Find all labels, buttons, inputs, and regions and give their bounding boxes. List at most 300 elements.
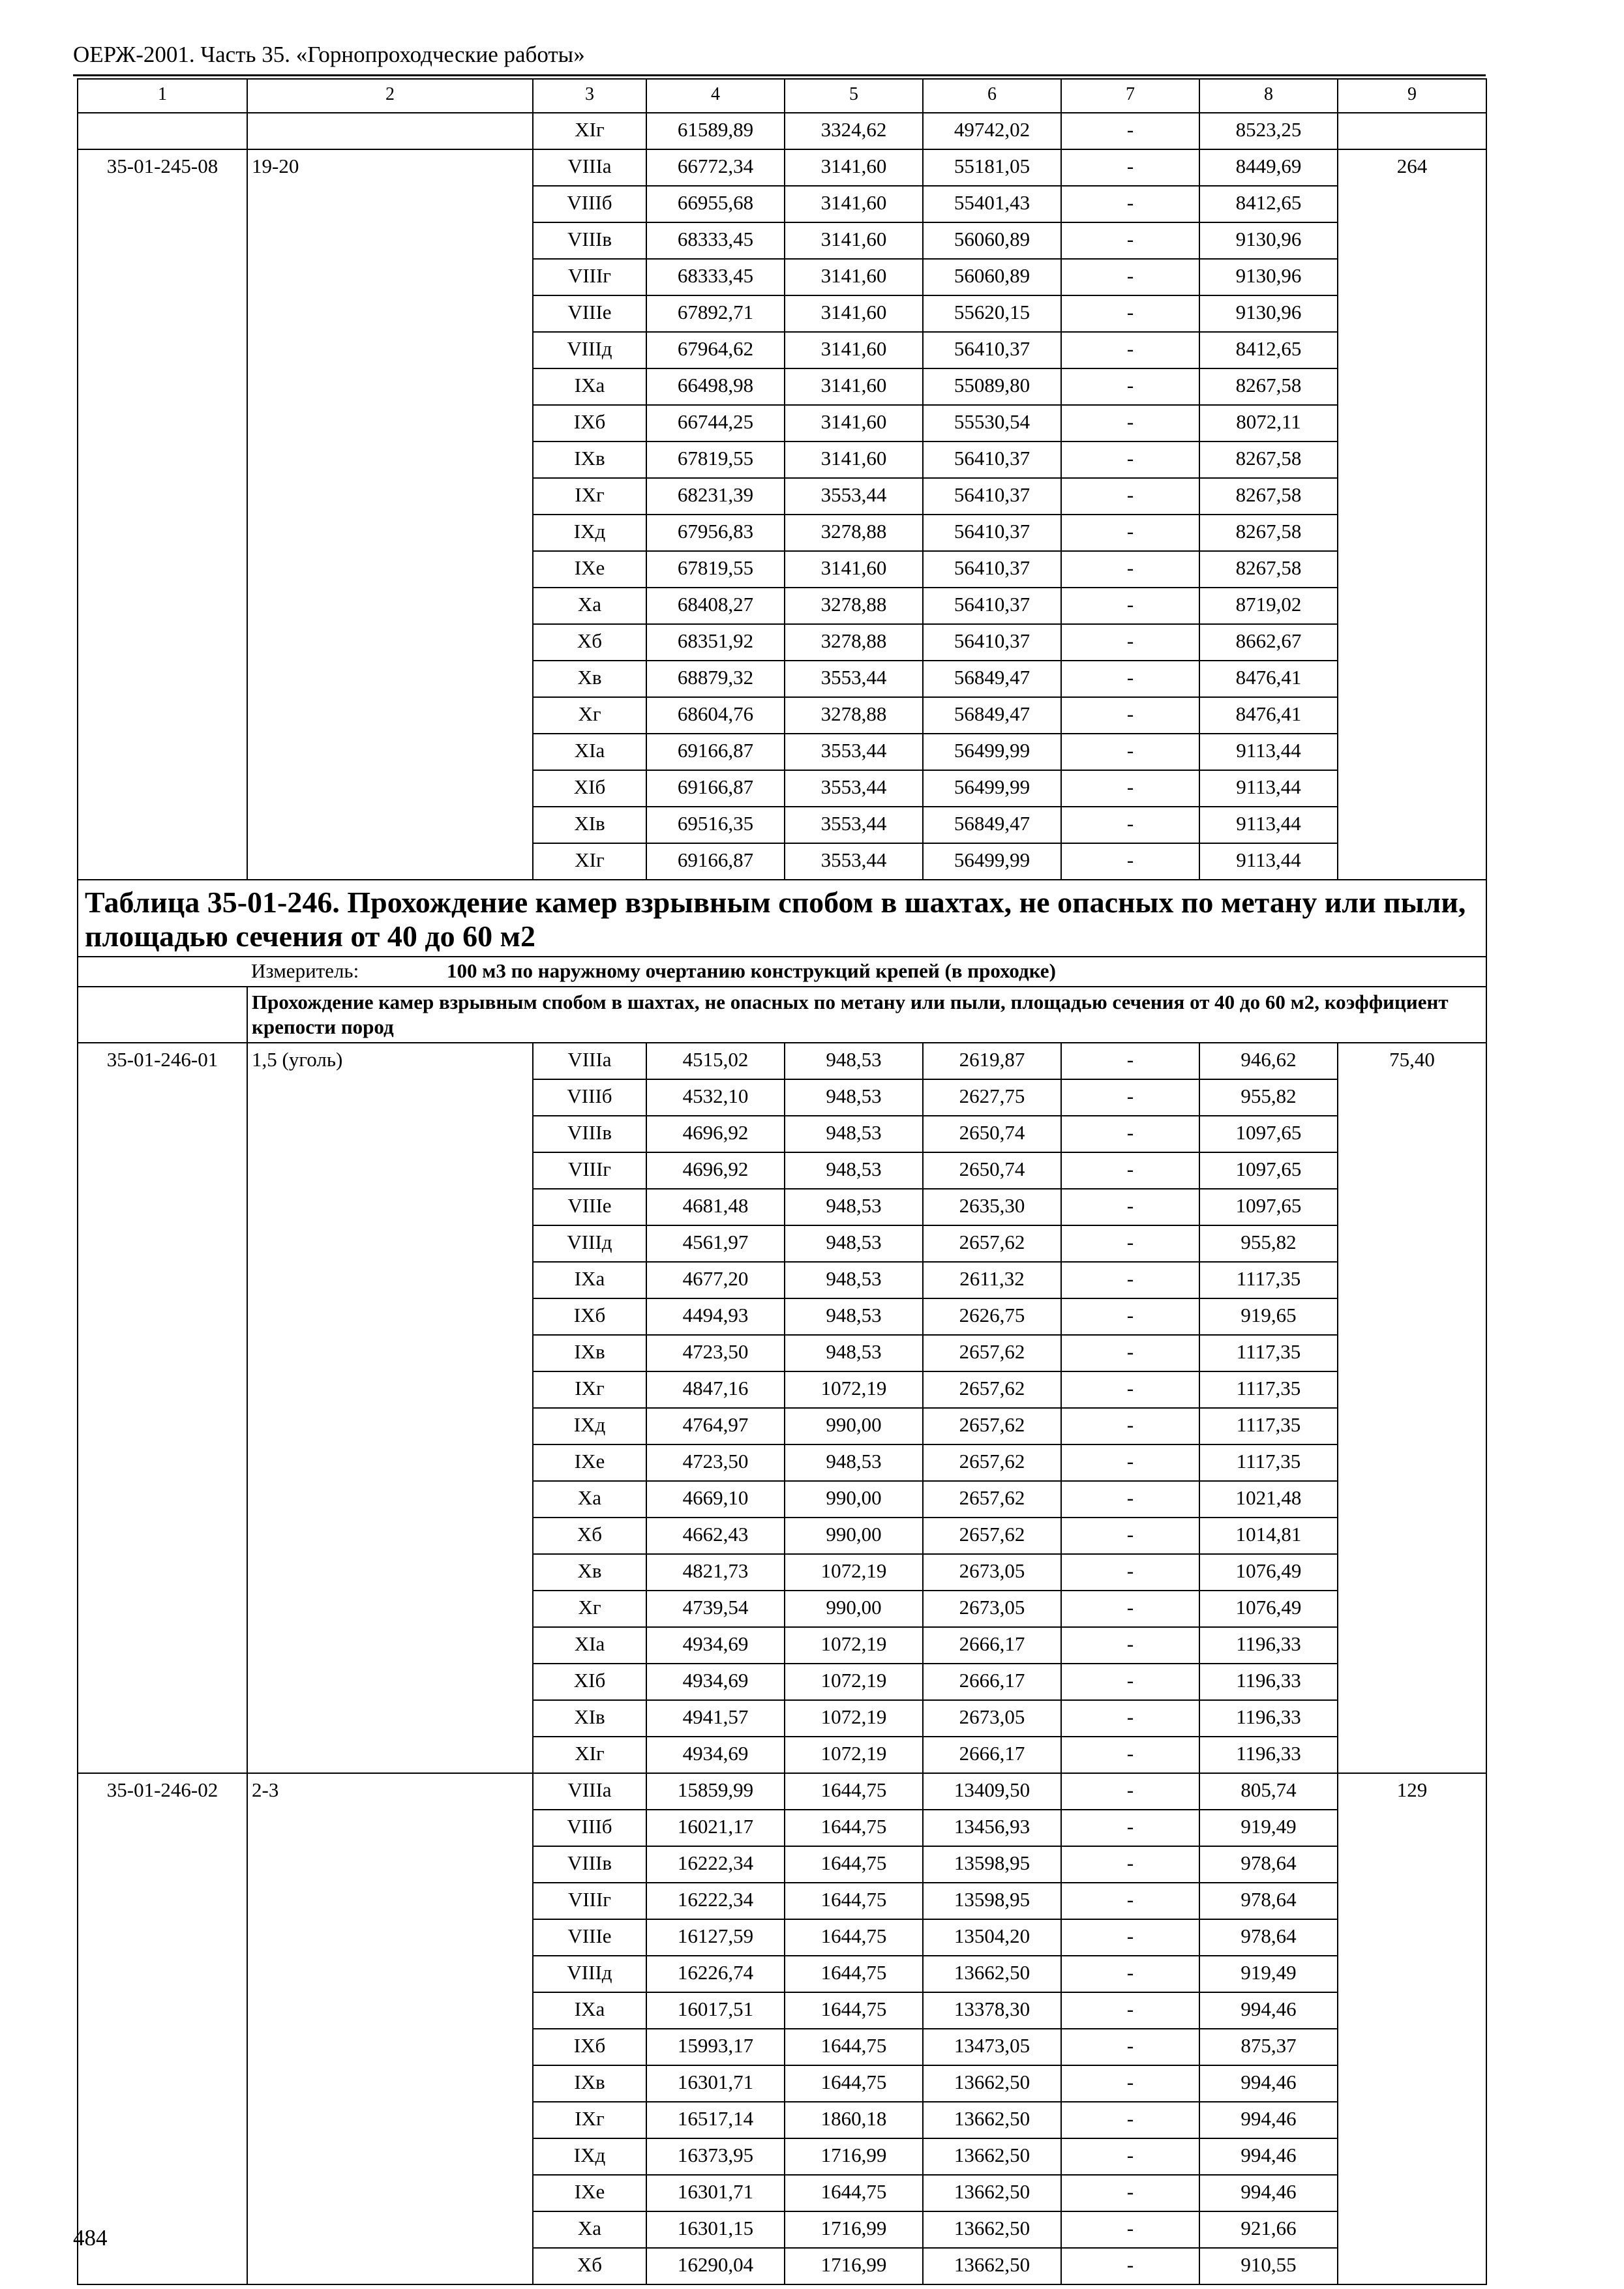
materials-cost: 1097,65 xyxy=(1199,1152,1338,1189)
labor-cost: 3278,88 xyxy=(785,515,923,551)
driver-pay: - xyxy=(1061,1773,1199,1810)
machine-cost: 2650,74 xyxy=(923,1116,1061,1152)
driver-pay: - xyxy=(1061,661,1199,697)
labor-cost: 1644,75 xyxy=(785,1810,923,1846)
driver-pay: - xyxy=(1061,1810,1199,1846)
driver-pay: - xyxy=(1061,697,1199,734)
machine-cost: 13662,50 xyxy=(923,2248,1061,2284)
labor-cost: 3553,44 xyxy=(785,770,923,807)
category: XIб xyxy=(533,770,646,807)
driver-pay: - xyxy=(1061,405,1199,441)
machine-cost: 56499,99 xyxy=(923,734,1061,770)
category: XIг xyxy=(533,113,646,149)
total-cost: 67964,62 xyxy=(646,332,785,368)
labor-hours: 129 xyxy=(1338,1773,1486,2284)
labor-hours: 75,40 xyxy=(1338,1043,1486,1773)
total-cost: 67819,55 xyxy=(646,551,785,588)
machine-cost: 56410,37 xyxy=(923,624,1061,661)
labor-cost: 1716,99 xyxy=(785,2248,923,2284)
total-cost: 67819,55 xyxy=(646,441,785,478)
column-number: 5 xyxy=(785,79,923,113)
category: IXд xyxy=(533,1408,646,1444)
category: VIIIа xyxy=(533,149,646,186)
materials-cost: 8267,58 xyxy=(1199,515,1338,551)
driver-pay: - xyxy=(1061,588,1199,624)
category: Xг xyxy=(533,697,646,734)
category: XIв xyxy=(533,1700,646,1737)
materials-cost: 8523,25 xyxy=(1199,113,1338,149)
driver-pay: - xyxy=(1061,368,1199,405)
labor-cost: 3141,60 xyxy=(785,405,923,441)
total-cost: 68333,45 xyxy=(646,222,785,259)
labor-cost: 3141,60 xyxy=(785,186,923,222)
labor-cost: 1860,18 xyxy=(785,2102,923,2138)
total-cost: 16226,74 xyxy=(646,1956,785,1992)
labor-cost: 3141,60 xyxy=(785,368,923,405)
total-cost: 69166,87 xyxy=(646,770,785,807)
labor-cost: 3141,60 xyxy=(785,332,923,368)
machine-cost: 2657,62 xyxy=(923,1481,1061,1518)
materials-cost: 978,64 xyxy=(1199,1919,1338,1956)
driver-pay: - xyxy=(1061,1079,1199,1116)
labor-cost: 1072,19 xyxy=(785,1371,923,1408)
machine-cost: 2673,05 xyxy=(923,1554,1061,1591)
total-cost: 16373,95 xyxy=(646,2138,785,2175)
category: Xа xyxy=(533,1481,646,1518)
total-cost: 4696,92 xyxy=(646,1152,785,1189)
labor-cost: 1644,75 xyxy=(785,1992,923,2029)
machine-cost: 2666,17 xyxy=(923,1627,1061,1664)
total-cost: 4821,73 xyxy=(646,1554,785,1591)
driver-pay: - xyxy=(1061,1992,1199,2029)
driver-pay: - xyxy=(1061,1956,1199,1992)
machine-cost: 56410,37 xyxy=(923,515,1061,551)
category: Xа xyxy=(533,2211,646,2248)
total-cost: 69166,87 xyxy=(646,734,785,770)
column-number: 9 xyxy=(1338,79,1486,113)
labor-cost: 3553,44 xyxy=(785,661,923,697)
driver-pay: - xyxy=(1061,1408,1199,1444)
materials-cost: 1196,33 xyxy=(1199,1700,1338,1737)
materials-cost: 8267,58 xyxy=(1199,551,1338,588)
labor-cost: 3278,88 xyxy=(785,588,923,624)
driver-pay: - xyxy=(1061,2138,1199,2175)
rock-coefficient: 2-3 xyxy=(247,1773,533,2284)
total-cost: 4934,69 xyxy=(646,1664,785,1700)
materials-cost: 8267,58 xyxy=(1199,368,1338,405)
driver-pay: - xyxy=(1061,149,1199,186)
labor-cost: 990,00 xyxy=(785,1518,923,1554)
table-row xyxy=(78,149,1486,186)
category: IXа xyxy=(533,368,646,405)
driver-pay: - xyxy=(1061,1700,1199,1737)
total-cost: 16222,34 xyxy=(646,1883,785,1919)
materials-cost: 1196,33 xyxy=(1199,1664,1338,1700)
labor-cost: 948,53 xyxy=(785,1335,923,1371)
labor-cost: 1072,19 xyxy=(785,1627,923,1664)
materials-cost: 910,55 xyxy=(1199,2248,1338,2284)
materials-cost: 1076,49 xyxy=(1199,1591,1338,1627)
category: IXг xyxy=(533,2102,646,2138)
labor-cost: 1716,99 xyxy=(785,2138,923,2175)
labor-cost: 948,53 xyxy=(785,1298,923,1335)
materials-cost: 9130,96 xyxy=(1199,259,1338,295)
driver-pay: - xyxy=(1061,1627,1199,1664)
category: XIг xyxy=(533,843,646,880)
labor-cost: 1072,19 xyxy=(785,1700,923,1737)
labor-cost: 990,00 xyxy=(785,1591,923,1627)
machine-cost: 2657,62 xyxy=(923,1518,1061,1554)
materials-cost: 1021,48 xyxy=(1199,1481,1338,1518)
machine-cost: 56849,47 xyxy=(923,807,1061,843)
total-cost: 67956,83 xyxy=(646,515,785,551)
total-cost: 4934,69 xyxy=(646,1737,785,1773)
total-cost: 69516,35 xyxy=(646,807,785,843)
materials-cost: 955,82 xyxy=(1199,1079,1338,1116)
driver-pay: - xyxy=(1061,478,1199,515)
materials-cost: 1076,49 xyxy=(1199,1554,1338,1591)
driver-pay: - xyxy=(1061,2248,1199,2284)
column-number: 8 xyxy=(1199,79,1338,113)
rock-coefficient: 1,5 (уголь) xyxy=(247,1043,533,1773)
subtitle-row xyxy=(78,987,1486,1043)
driver-pay: - xyxy=(1061,1846,1199,1883)
labor-cost: 1644,75 xyxy=(785,1846,923,1883)
materials-cost: 9113,44 xyxy=(1199,770,1338,807)
total-cost: 4847,16 xyxy=(646,1371,785,1408)
driver-pay: - xyxy=(1061,1554,1199,1591)
driver-pay: - xyxy=(1061,2211,1199,2248)
driver-pay: - xyxy=(1061,441,1199,478)
category: XIв xyxy=(533,807,646,843)
materials-cost: 8476,41 xyxy=(1199,697,1338,734)
driver-pay: - xyxy=(1061,1444,1199,1481)
driver-pay: - xyxy=(1061,1152,1199,1189)
machine-cost: 13662,50 xyxy=(923,2138,1061,2175)
table-row xyxy=(78,113,1486,149)
category: IXв xyxy=(533,2065,646,2102)
labor-cost: 3141,60 xyxy=(785,551,923,588)
total-cost: 16222,34 xyxy=(646,1846,785,1883)
category: VIIIа xyxy=(533,1773,646,1810)
machine-cost: 56060,89 xyxy=(923,222,1061,259)
materials-cost: 805,74 xyxy=(1199,1773,1338,1810)
labor-cost: 1644,75 xyxy=(785,1883,923,1919)
machine-cost: 2657,62 xyxy=(923,1408,1061,1444)
materials-cost: 1014,81 xyxy=(1199,1518,1338,1554)
column-number: 4 xyxy=(646,79,785,113)
labor-cost: 3141,60 xyxy=(785,259,923,295)
column-number: 6 xyxy=(923,79,1061,113)
materials-cost: 8476,41 xyxy=(1199,661,1338,697)
materials-cost: 1196,33 xyxy=(1199,1627,1338,1664)
materials-cost: 994,46 xyxy=(1199,2065,1338,2102)
rock-coefficient xyxy=(247,113,533,149)
labor-cost: 1644,75 xyxy=(785,1956,923,1992)
section-subtitle: Прохождение камер взрывным спобом в шахтах, не опасных по метану или пыли, площадью сечения от 40 до 60 м2, коэффициент крепости пород xyxy=(247,987,1486,1043)
materials-cost: 994,46 xyxy=(1199,2175,1338,2211)
category: VIIIд xyxy=(533,332,646,368)
page-number: 484 xyxy=(73,2225,108,2251)
machine-cost: 56410,37 xyxy=(923,441,1061,478)
category: Xв xyxy=(533,661,646,697)
meter-label: Измеритель: xyxy=(251,959,359,982)
category: IXв xyxy=(533,441,646,478)
machine-cost: 13409,50 xyxy=(923,1773,1061,1810)
materials-cost: 1117,35 xyxy=(1199,1262,1338,1298)
materials-cost: 9130,96 xyxy=(1199,222,1338,259)
total-cost: 68408,27 xyxy=(646,588,785,624)
total-cost: 15993,17 xyxy=(646,2029,785,2065)
driver-pay: - xyxy=(1061,1116,1199,1152)
machine-cost: 13662,50 xyxy=(923,2175,1061,2211)
labor-cost: 1644,75 xyxy=(785,2065,923,2102)
category: IXе xyxy=(533,1444,646,1481)
total-cost: 4934,69 xyxy=(646,1627,785,1664)
labor-cost: 990,00 xyxy=(785,1408,923,1444)
materials-cost: 8719,02 xyxy=(1199,588,1338,624)
driver-pay: - xyxy=(1061,624,1199,661)
driver-pay: - xyxy=(1061,1335,1199,1371)
machine-cost: 13662,50 xyxy=(923,1956,1061,1992)
driver-pay: - xyxy=(1061,1737,1199,1773)
labor-cost: 3141,60 xyxy=(785,441,923,478)
driver-pay: - xyxy=(1061,843,1199,880)
materials-cost: 1117,35 xyxy=(1199,1335,1338,1371)
labor-cost: 1072,19 xyxy=(785,1554,923,1591)
materials-cost: 1117,35 xyxy=(1199,1444,1338,1481)
total-cost: 68604,76 xyxy=(646,697,785,734)
labor-cost: 3278,88 xyxy=(785,697,923,734)
category: IXе xyxy=(533,2175,646,2211)
machine-cost: 56410,37 xyxy=(923,478,1061,515)
machine-cost: 2666,17 xyxy=(923,1664,1061,1700)
category: IXб xyxy=(533,2029,646,2065)
meter-row xyxy=(78,957,1486,987)
category: IXд xyxy=(533,515,646,551)
labor-cost: 1072,19 xyxy=(785,1664,923,1700)
materials-cost: 946,62 xyxy=(1199,1043,1338,1079)
labor-cost: 1644,75 xyxy=(785,1919,923,1956)
rate-code xyxy=(78,113,247,149)
materials-cost: 9113,44 xyxy=(1199,734,1338,770)
machine-cost: 2657,62 xyxy=(923,1225,1061,1262)
driver-pay: - xyxy=(1061,2065,1199,2102)
total-cost: 66772,34 xyxy=(646,149,785,186)
category: IXг xyxy=(533,1371,646,1408)
labor-cost: 948,53 xyxy=(785,1043,923,1079)
category: IXг xyxy=(533,478,646,515)
category: IXа xyxy=(533,1992,646,2029)
labor-cost: 3553,44 xyxy=(785,807,923,843)
driver-pay: - xyxy=(1061,2102,1199,2138)
labor-cost: 3141,60 xyxy=(785,149,923,186)
rate-code: 35-01-246-01 xyxy=(78,1043,247,1773)
machine-cost: 55620,15 xyxy=(923,295,1061,332)
driver-pay: - xyxy=(1061,2175,1199,2211)
labor-cost: 948,53 xyxy=(785,1116,923,1152)
labor-cost: 3553,44 xyxy=(785,478,923,515)
machine-cost: 13662,50 xyxy=(923,2102,1061,2138)
total-cost: 68351,92 xyxy=(646,624,785,661)
machine-cost: 2611,32 xyxy=(923,1262,1061,1298)
driver-pay: - xyxy=(1061,259,1199,295)
driver-pay: - xyxy=(1061,295,1199,332)
machine-cost: 13598,95 xyxy=(923,1846,1061,1883)
driver-pay: - xyxy=(1061,113,1199,149)
driver-pay: - xyxy=(1061,515,1199,551)
category: VIIIд xyxy=(533,1225,646,1262)
machine-cost: 2673,05 xyxy=(923,1591,1061,1627)
driver-pay: - xyxy=(1061,1298,1199,1335)
column-number-row xyxy=(78,79,1486,113)
page-header: ОЕРЖ-2001. Часть 35. «Горнопроходческие работы» xyxy=(73,42,585,67)
machine-cost: 13598,95 xyxy=(923,1883,1061,1919)
driver-pay: - xyxy=(1061,551,1199,588)
total-cost: 15859,99 xyxy=(646,1773,785,1810)
labor-cost: 3141,60 xyxy=(785,295,923,332)
total-cost: 68333,45 xyxy=(646,259,785,295)
materials-cost: 994,46 xyxy=(1199,1992,1338,2029)
labor-cost: 948,53 xyxy=(785,1152,923,1189)
subtitle-spacer xyxy=(78,987,247,1043)
materials-cost: 919,49 xyxy=(1199,1810,1338,1846)
materials-cost: 1097,65 xyxy=(1199,1116,1338,1152)
machine-cost: 2673,05 xyxy=(923,1700,1061,1737)
driver-pay: - xyxy=(1061,1189,1199,1225)
materials-cost: 955,82 xyxy=(1199,1225,1338,1262)
total-cost: 16301,71 xyxy=(646,2065,785,2102)
labor-hours xyxy=(1338,113,1486,149)
materials-cost: 9130,96 xyxy=(1199,295,1338,332)
category: VIIIв xyxy=(533,1846,646,1883)
driver-pay: - xyxy=(1061,1262,1199,1298)
machine-cost: 13504,20 xyxy=(923,1919,1061,1956)
total-cost: 16517,14 xyxy=(646,2102,785,2138)
materials-cost: 9113,44 xyxy=(1199,807,1338,843)
machine-cost: 56410,37 xyxy=(923,551,1061,588)
machine-cost: 2650,74 xyxy=(923,1152,1061,1189)
category: XIа xyxy=(533,734,646,770)
total-cost: 16290,04 xyxy=(646,2248,785,2284)
meter-spacer xyxy=(78,957,247,987)
materials-cost: 8267,58 xyxy=(1199,478,1338,515)
category: IXв xyxy=(533,1335,646,1371)
driver-pay: - xyxy=(1061,1518,1199,1554)
labor-cost: 3141,60 xyxy=(785,222,923,259)
materials-cost: 919,49 xyxy=(1199,1956,1338,1992)
category: IXе xyxy=(533,551,646,588)
category: IXд xyxy=(533,2138,646,2175)
total-cost: 4677,20 xyxy=(646,1262,785,1298)
machine-cost: 13662,50 xyxy=(923,2065,1061,2102)
machine-cost: 13662,50 xyxy=(923,2211,1061,2248)
machine-cost: 56499,99 xyxy=(923,843,1061,880)
total-cost: 66744,25 xyxy=(646,405,785,441)
total-cost: 16301,71 xyxy=(646,2175,785,2211)
category: Xб xyxy=(533,1518,646,1554)
machine-cost: 56499,99 xyxy=(923,770,1061,807)
driver-pay: - xyxy=(1061,332,1199,368)
materials-cost: 978,64 xyxy=(1199,1883,1338,1919)
table-title-row xyxy=(78,880,1486,957)
materials-cost: 9113,44 xyxy=(1199,843,1338,880)
machine-cost: 13473,05 xyxy=(923,2029,1061,2065)
table-row xyxy=(78,1043,1486,1079)
machine-cost: 2635,30 xyxy=(923,1189,1061,1225)
machine-cost: 55089,80 xyxy=(923,368,1061,405)
total-cost: 4532,10 xyxy=(646,1079,785,1116)
labor-cost: 3324,62 xyxy=(785,113,923,149)
category: VIIIг xyxy=(533,259,646,295)
labor-hours: 264 xyxy=(1338,149,1486,880)
machine-cost: 2657,62 xyxy=(923,1371,1061,1408)
category: VIIIе xyxy=(533,295,646,332)
category: Xа xyxy=(533,588,646,624)
machine-cost: 49742,02 xyxy=(923,113,1061,149)
total-cost: 4764,97 xyxy=(646,1408,785,1444)
total-cost: 4696,92 xyxy=(646,1116,785,1152)
total-cost: 16017,51 xyxy=(646,1992,785,2029)
category: VIIIг xyxy=(533,1883,646,1919)
labor-cost: 990,00 xyxy=(785,1481,923,1518)
total-cost: 4681,48 xyxy=(646,1189,785,1225)
labor-cost: 948,53 xyxy=(785,1262,923,1298)
category: VIIIб xyxy=(533,1079,646,1116)
driver-pay: - xyxy=(1061,807,1199,843)
driver-pay: - xyxy=(1061,222,1199,259)
materials-cost: 8412,65 xyxy=(1199,186,1338,222)
total-cost: 4723,50 xyxy=(646,1444,785,1481)
total-cost: 4669,10 xyxy=(646,1481,785,1518)
category: XIг xyxy=(533,1737,646,1773)
column-number: 1 xyxy=(78,79,247,113)
table-title: Таблица 35-01-246. Прохождение камер взрывным спобом в шахтах, не опасных по метану или пыли, площадью сечения от 40 до 60 м2 xyxy=(78,880,1486,957)
machine-cost: 56849,47 xyxy=(923,697,1061,734)
total-cost: 67892,71 xyxy=(646,295,785,332)
column-number: 3 xyxy=(533,79,646,113)
materials-cost: 994,46 xyxy=(1199,2138,1338,2175)
machine-cost: 2626,75 xyxy=(923,1298,1061,1335)
total-cost: 66498,98 xyxy=(646,368,785,405)
machine-cost: 56060,89 xyxy=(923,259,1061,295)
total-cost: 4739,54 xyxy=(646,1591,785,1627)
total-cost: 4561,97 xyxy=(646,1225,785,1262)
materials-cost: 919,65 xyxy=(1199,1298,1338,1335)
labor-cost: 948,53 xyxy=(785,1079,923,1116)
labor-cost: 1644,75 xyxy=(785,1773,923,1810)
materials-cost: 1117,35 xyxy=(1199,1371,1338,1408)
labor-cost: 3278,88 xyxy=(785,624,923,661)
total-cost: 66955,68 xyxy=(646,186,785,222)
category: VIIIб xyxy=(533,186,646,222)
driver-pay: - xyxy=(1061,1883,1199,1919)
machine-cost: 56410,37 xyxy=(923,332,1061,368)
machine-cost: 2627,75 xyxy=(923,1079,1061,1116)
labor-cost: 948,53 xyxy=(785,1225,923,1262)
total-cost: 4494,93 xyxy=(646,1298,785,1335)
category: Xб xyxy=(533,2248,646,2284)
total-cost: 4662,43 xyxy=(646,1518,785,1554)
total-cost: 61589,89 xyxy=(646,113,785,149)
total-cost: 16301,15 xyxy=(646,2211,785,2248)
total-cost: 16127,59 xyxy=(646,1919,785,1956)
labor-cost: 1644,75 xyxy=(785,2029,923,2065)
category: VIIIа xyxy=(533,1043,646,1079)
machine-cost: 2619,87 xyxy=(923,1043,1061,1079)
machine-cost: 56849,47 xyxy=(923,661,1061,697)
category: Xг xyxy=(533,1591,646,1627)
